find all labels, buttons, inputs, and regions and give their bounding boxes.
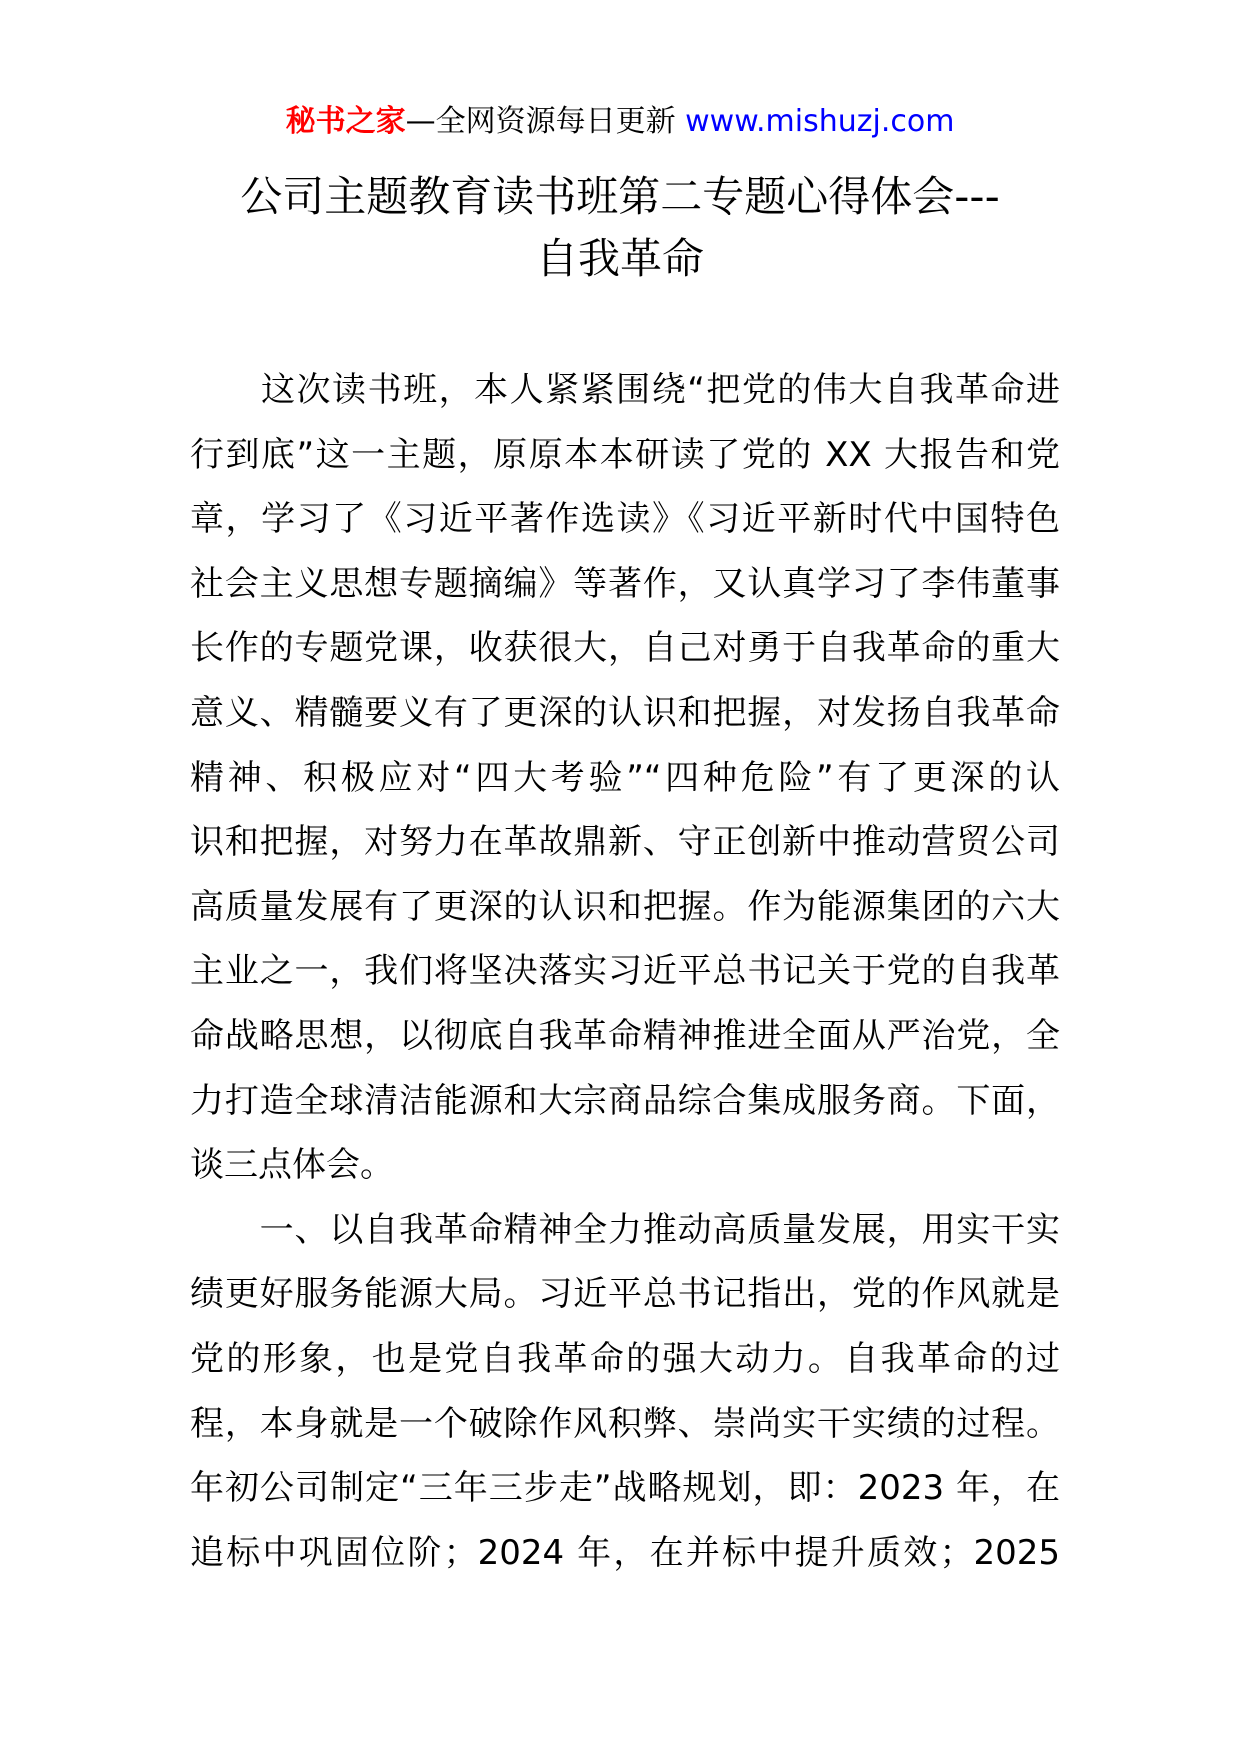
body-line: 精神、积极应对“四大考验”“四种危险”有了更深的认: [190, 757, 1060, 798]
document-title: [0, 166, 1240, 290]
body-line: 追标中巩固位阶；2024 年，在并标中提升质效；2025: [190, 1532, 1060, 1573]
site-tagline: —全网资源每日更新: [405, 104, 686, 139]
title-line-2: 自我革命: [535, 234, 704, 283]
body-line: 命战略思想，以彻底自我革命精神推进全面从严治党，全: [190, 1015, 1060, 1056]
watermark-header: [0, 102, 1240, 142]
body-line: 党的形象，也是党自我革命的强大动力。自我革命的过: [190, 1338, 1060, 1379]
body-line: 谈三点体会。: [190, 1145, 394, 1186]
site-brand: 秘书之家: [285, 104, 406, 139]
site-url[interactable]: www.mishuzj.com: [685, 104, 955, 139]
body-line: 识和把握，对努力在革故鼎新、守正创新中推动营贸公司: [190, 822, 1060, 863]
body-line: 行到底”这一主题，原原本本研读了党的 XX 大报告和党: [190, 434, 1060, 475]
body-line: 这次读书班，本人紧紧围绕“把党的伟大自我革命进: [190, 370, 1060, 410]
body-line: 力打造全球清洁能源和大宗商品综合集成服务商。下面，: [190, 1080, 1060, 1121]
body-line: 高质量发展有了更深的认识和把握。作为能源集团的六大: [190, 886, 1060, 927]
body-line: 年初公司制定“三年三步走”战略规划，即：2023 年，在: [190, 1468, 1060, 1509]
body-line: 绩更好服务能源大局。习近平总书记指出，党的作风就是: [190, 1274, 1060, 1315]
body-line: 一、以自我革命精神全力推动高质量发展，用实干实: [190, 1209, 1060, 1250]
body-line: 主业之一，我们将坚决落实习近平总书记关于党的自我革: [190, 951, 1060, 992]
body-line: 章，学习了《习近平著作选读》《习近平新时代中国特色: [190, 499, 1060, 540]
title-line-1: 公司主题教育读书班第二专题心得体会---: [240, 172, 1000, 221]
body-line: 程，本身就是一个破除作风积弊、崇尚实干实绩的过程。: [190, 1403, 1060, 1444]
body-line: 长作的专题党课，收获很大，自己对勇于自我革命的重大: [190, 628, 1060, 669]
document-body: [190, 358, 1060, 1585]
body-line: 意义、精髓要义有了更深的认识和把握，对发扬自我革命: [190, 692, 1060, 733]
body-line: 社会主义思想专题摘编》等著作，又认真学习了李伟董事: [190, 563, 1060, 604]
